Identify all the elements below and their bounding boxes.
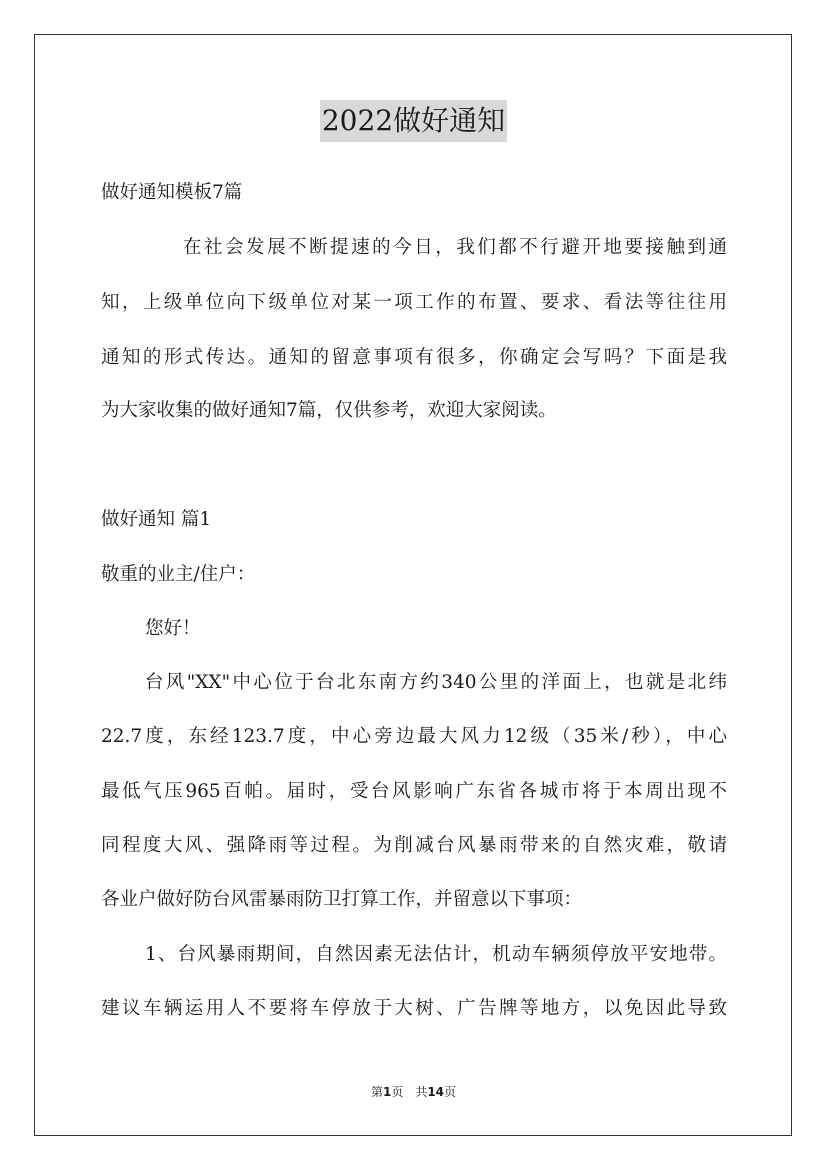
footer-total-pages: 14 [427, 1085, 445, 1099]
footer-prefix: 第 [370, 1085, 383, 1099]
intro-line-2: 知，上级单位向下级单位对某一项工作的布置、要求、看法等往往用 [101, 292, 727, 313]
document-title: 2022做好通知 [320, 100, 507, 142]
page-footer [0, 1083, 827, 1100]
intro-line-1: 在社会发展不断提速的今日，我们都不行避开地要接触到通 [183, 237, 727, 258]
body-line-2: 22.7度，东经123.7度，中心旁边最大风力12级（35米/秒），中心 [101, 726, 727, 747]
body-line-1: 台风"XX"中心位于台北东南方约340公里的洋面上，也就是北纬 [145, 672, 727, 693]
footer-current-page: 1 [382, 1085, 392, 1099]
salutation: 敬重的业主/住户： [101, 564, 256, 585]
footer-suffix: 页 [444, 1085, 457, 1099]
body-line-4: 同程度大风、强降雨等过程。为削减台风暴雨带来的自然灾难，敬请 [101, 835, 727, 856]
intro-line-3: 通知的形式传达。通知的留意事项有很多，你确定会写吗？下面是我 [101, 347, 727, 368]
greeting: 您好！ [145, 618, 201, 639]
document-subtitle: 做好通知模板7篇 [101, 182, 243, 203]
body-line-3: 最低气压965百帕。届时，受台风影响广东省各城市将于本周出现不 [101, 781, 727, 802]
intro-line-4: 为大家收集的做好通知7篇，仅供参考，欢迎大家阅读。 [101, 400, 557, 421]
footer-mid: 页 共 [391, 1085, 428, 1099]
body-line-6: 1、台风暴雨期间，自然因素无法估计，机动车辆须停放平安地带。 [145, 944, 727, 965]
body-line-5: 各业户做好防台风雷暴雨防卫打算工作，并留意以下事项： [101, 889, 583, 910]
title-container [0, 100, 827, 142]
section-heading: 做好通知 篇1 [101, 509, 212, 530]
body-line-7: 建议车辆运用人不要将车停放于大树、广告牌等地方，以免因此导致 [101, 998, 727, 1019]
